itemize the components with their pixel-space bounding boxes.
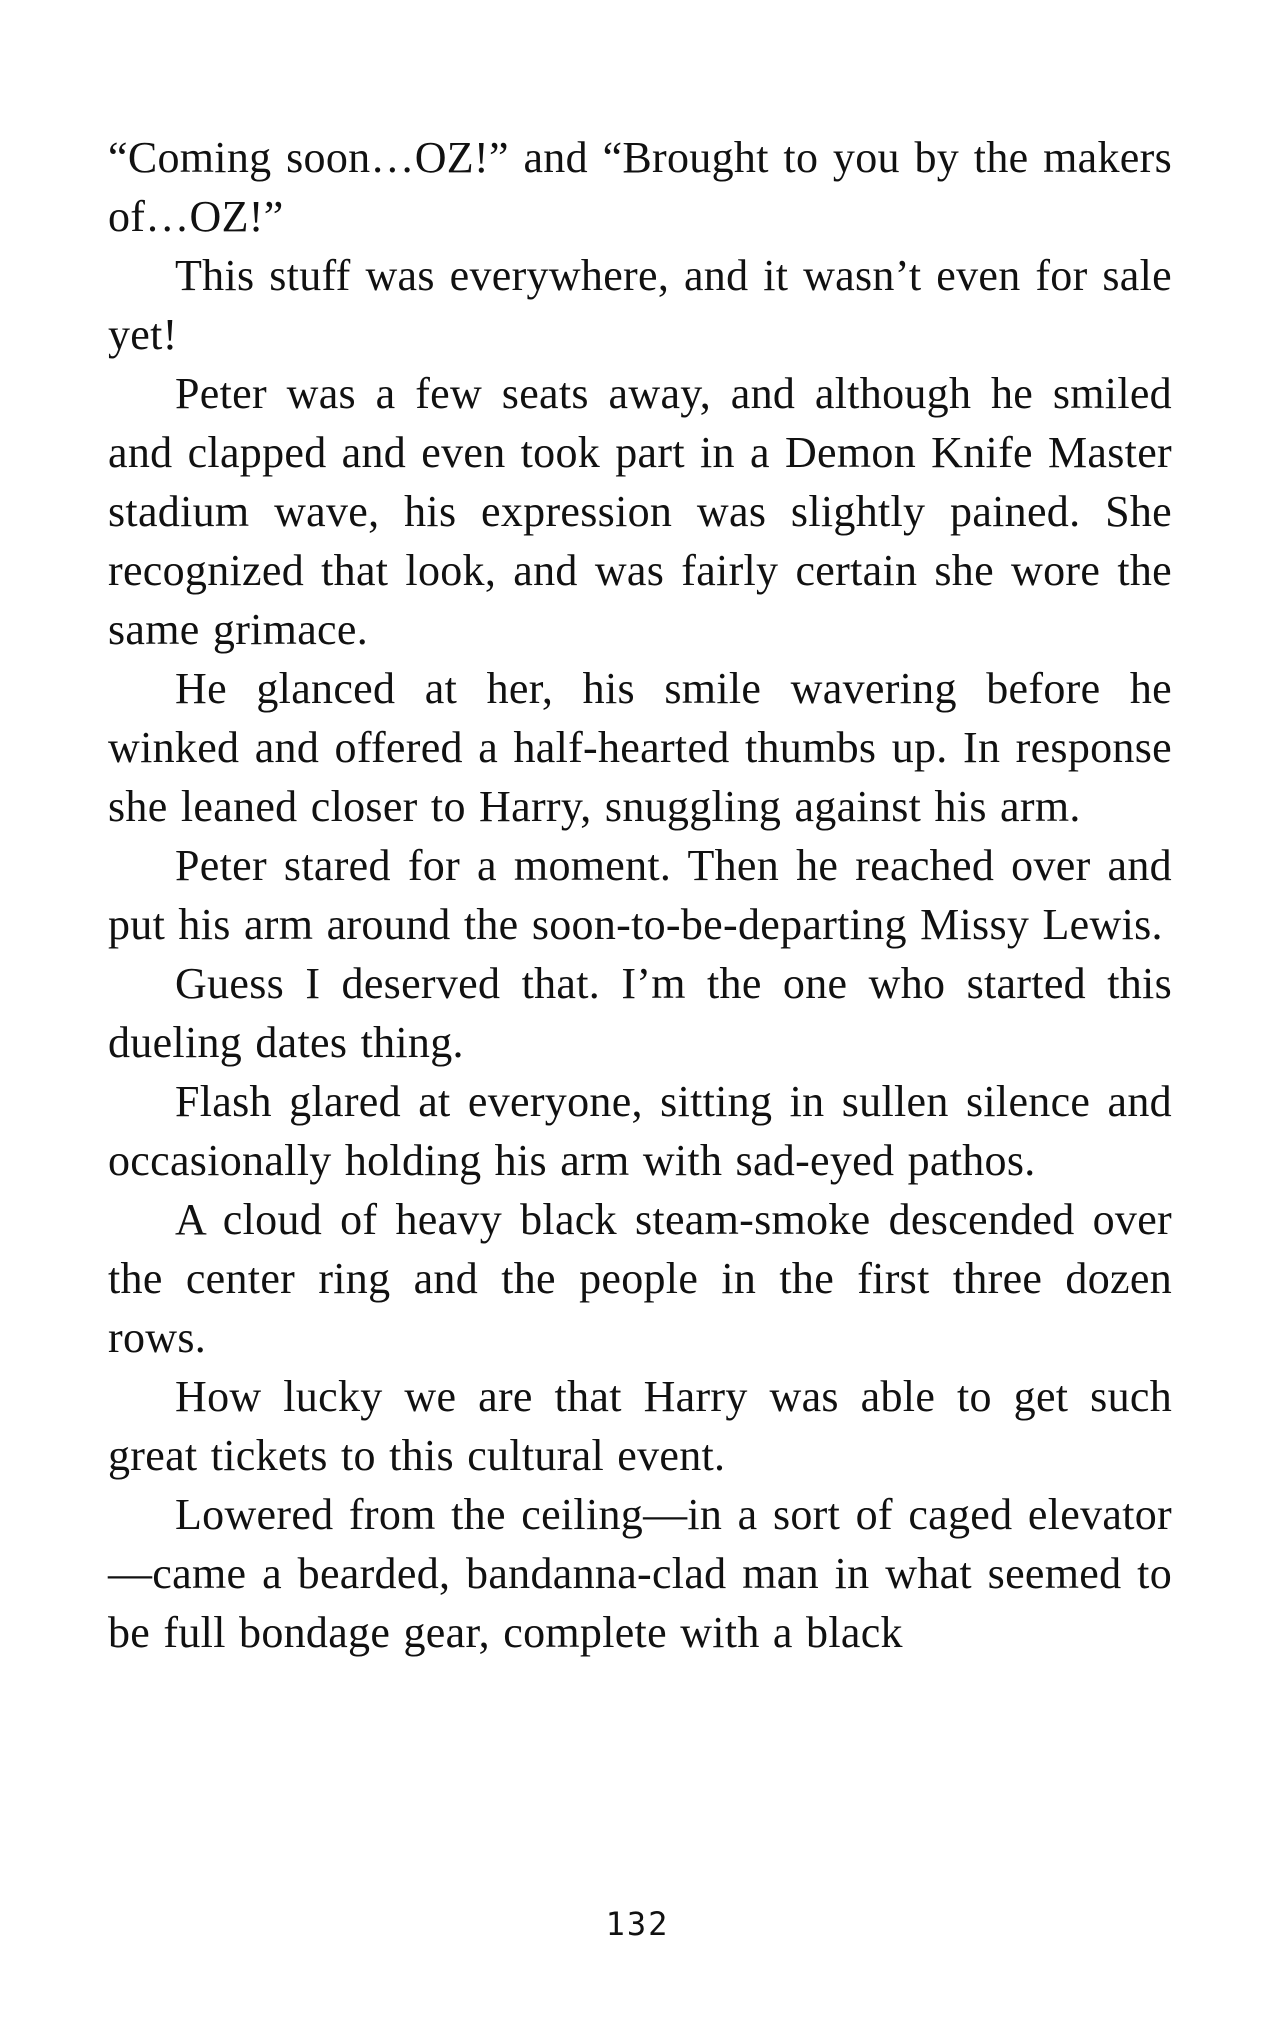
page-number: 132 bbox=[605, 1905, 670, 1943]
paragraph: This stuff was everywhere, and it wasn’t even for sale yet! bbox=[108, 251, 1172, 359]
paragraph: Peter was a few seats away, and although he smiled and clapped and even took part in a Demon Knife Master stadium wave, his expression was slightly pained. She recognized that look, and was fairly certain she wore the same grimace. bbox=[108, 369, 1172, 654]
paragraph: Peter stared for a moment. Then he reached over and put his arm around the soon-to-be-departing Missy Lewis. bbox=[108, 841, 1172, 949]
paragraph: A cloud of heavy black steam-smoke descended over the center ring and the people in the first three dozen rows. bbox=[108, 1195, 1172, 1362]
paragraph: Flash glared at everyone, sitting in sullen silence and occasionally holding his arm with sad-eyed pathos. bbox=[108, 1077, 1172, 1185]
paragraph: He glanced at her, his smile wavering before he winked and offered a half-hearted thumbs up. In response she leaned closer to Harry, snuggling against his arm. bbox=[108, 664, 1172, 831]
paragraph: Guess I deserved that. I’m the one who started this dueling dates thing. bbox=[108, 959, 1172, 1067]
body-text bbox=[108, 128, 1172, 1662]
paragraph: Lowered from the ceiling—in a sort of caged elevator—came a bearded, bandanna-clad man in what seemed to be full bondage gear, complete with a black bbox=[108, 1490, 1172, 1657]
paragraph: How lucky we are that Harry was able to get such great tickets to this cultural event. bbox=[108, 1372, 1172, 1480]
paragraph: “Coming soon…OZ!” and “Brought to you by the makers of…OZ!” bbox=[108, 133, 1172, 241]
